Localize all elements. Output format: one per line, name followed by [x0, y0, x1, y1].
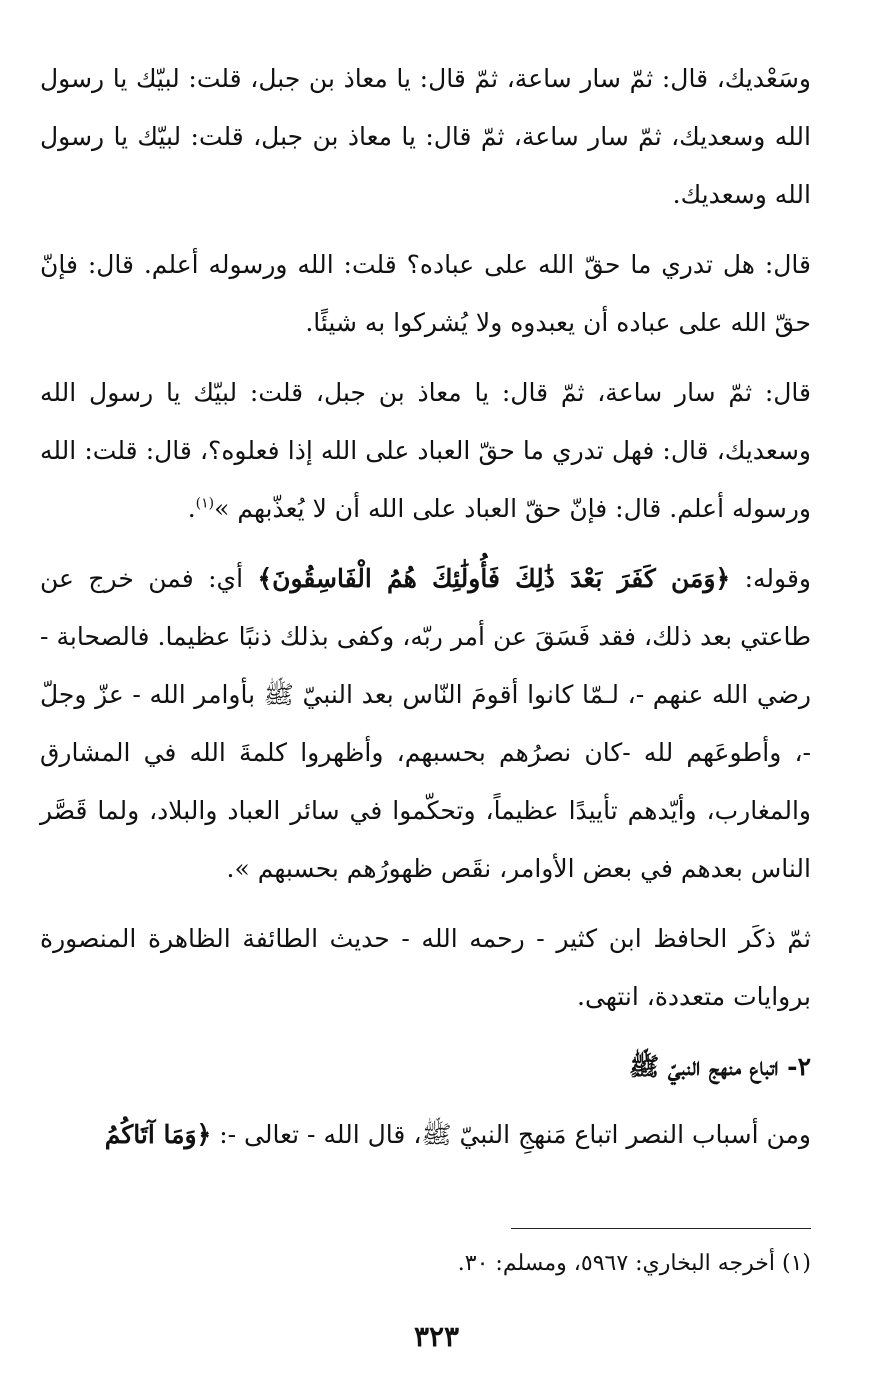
paragraph-6-text: ومن أسباب النصر اتباع مَنهجِ النبيّ ﷺ، قال الله - تعالى -:	[211, 1120, 811, 1149]
paragraph-3	[40, 364, 811, 538]
paragraph-4-rest: أي: فمن خرج عن طاعتي بعد ذلك، فقد فَسَقَ عن أمر ربّه، وكفى بذلك ذنبًا عظيما. فالصحابة - رضي الله عنهم -، لـمّا كانوا أقومَ النّاس بعد النبيّ ﷺ بأوامر الله - عزّ وجلّ -، وأطوعَهم لله -كان نصرُهم بحسبهم، وأظهروا كلمةَ الله في المشارق والمغارب، وأيّدهم تأييدًا عظيماً، وتحكّموا في سائر العباد والبلاد، ولما قَصَّر الناس بعدهم في بعض الأوامر، نقَص ظهورُهم بحسبهم ».	[40, 564, 811, 883]
paragraph-4	[40, 550, 811, 898]
section-heading: ٢- اتباع منهج النبيّ ﷺ	[629, 1052, 811, 1081]
paragraph-3-end: .	[187, 494, 196, 523]
paragraph-3-text: قال: ثمّ سار ساعة، ثمّ قال: يا معاذ بن جبل، قلت: لبيّك يا رسول الله وسعديك، قال: فهل تدري ما حقّ العباد على الله إذا فعلوه؟، قال: قلت: الله ورسوله أعلم. قال: فإنّ حقّ العباد على الله أن لا يُعذّبهم »	[40, 378, 811, 523]
quran-verse: ﴿وَمَن كَفَرَ بَعْدَ ذَٰلِكَ فَأُولَٰئِكَ هُمُ الْفَاسِقُونَ﴾	[257, 564, 731, 593]
paragraph-1: وسَعْديك، قال: ثمّ سار ساعة، ثمّ قال: يا معاذ بن جبل، قلت: لبيّك يا رسول الله وسعديك، ثمّ سار ساعة، ثمّ قال: يا معاذ بن جبل، قلت: لبيّك يا رسول الله وسعديك.	[40, 64, 811, 209]
paragraph-6	[40, 1106, 811, 1164]
page-number: ٣٢٣	[413, 1320, 460, 1353]
footnote-divider	[511, 1228, 811, 1229]
paragraph-2: قال: هل تدري ما حقّ الله على عباده؟ قلت: الله ورسوله أعلم. قال: فإنّ حقّ الله على عباده أن يعبدوه ولا يُشركوا به شيئًا.	[40, 250, 811, 337]
main-text	[40, 50, 811, 1176]
footnote: (١) أخرجه البخاري: ٥٩٦٧، ومسلم: ٣٠.	[457, 1251, 811, 1276]
footnote-reference: (١)	[195, 495, 215, 512]
paragraph-5: ثمّ ذكَر الحافظ ابن كثير - رحمه الله - حديث الطائفة الظاهرة المنصورة بروايات متعددة، انتهى.	[40, 924, 811, 1011]
paragraph-4-intro: وقوله:	[730, 564, 811, 593]
quran-verse-start: ﴿وَمَا آتَاكُمُ	[104, 1120, 212, 1149]
